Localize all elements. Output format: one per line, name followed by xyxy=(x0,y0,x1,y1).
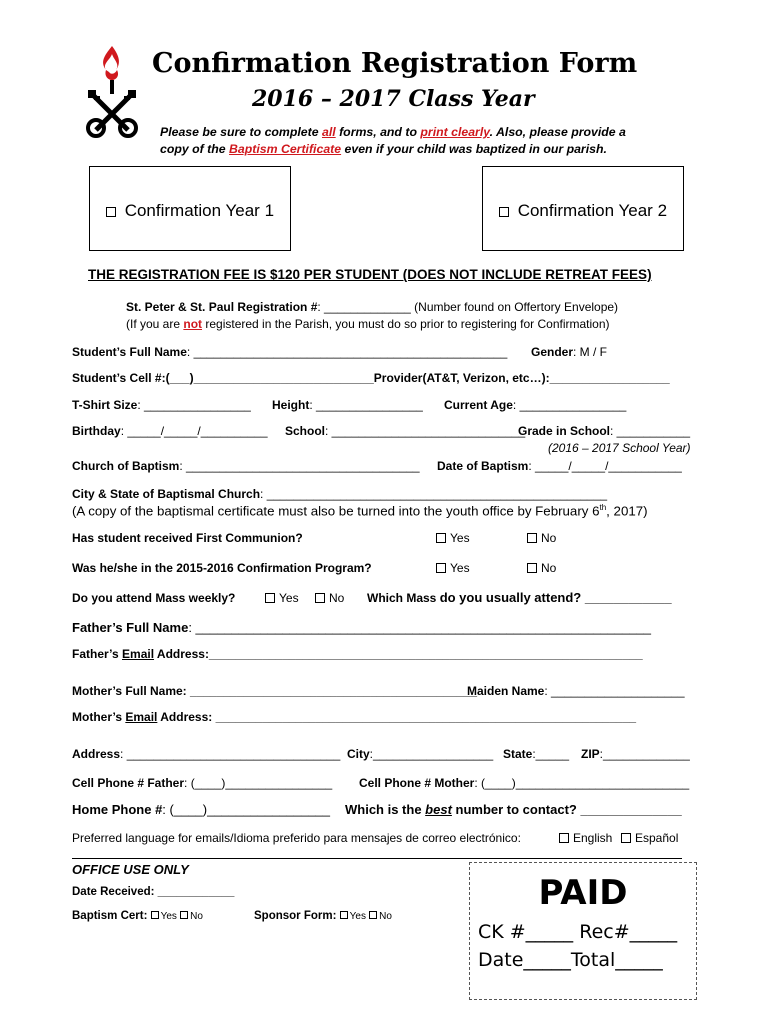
student-name-field[interactable]: Student’s Full Name: _______________________________________________ xyxy=(72,345,508,359)
previous-program-yes[interactable]: Yes xyxy=(436,561,470,575)
gender-field[interactable]: Gender: M / F xyxy=(531,345,608,359)
city-field[interactable]: City:__________________ xyxy=(347,747,494,761)
grade-field[interactable]: Grade in School: ___________ xyxy=(518,424,691,438)
parish-registration-note: (If you are not registered in the Parish, you must do so prior to registering for Confirmation) xyxy=(126,317,610,331)
checkbox-icon[interactable] xyxy=(436,563,446,573)
which-mass-field[interactable]: Which Mass do you usually attend? ____________ xyxy=(367,590,672,605)
mother-email-field[interactable]: Mother’s Email Address: _______________________________________________________________ xyxy=(72,710,637,724)
checkbox-icon[interactable] xyxy=(559,833,569,843)
current-age-field[interactable]: Current Age: ________________ xyxy=(444,398,627,412)
checkbox-year-2[interactable] xyxy=(499,207,509,217)
home-phone-field[interactable]: Home Phone #: (____)_________________ xyxy=(72,802,331,817)
first-communion-yes[interactable]: Yes xyxy=(436,531,470,545)
checkbox-icon[interactable] xyxy=(369,911,377,919)
baptism-copy-note: (A copy of the baptismal certificate must also be turned into the youth office by February 6th, 2017) xyxy=(72,503,648,519)
father-name-field[interactable]: Father’s Full Name: _______________________________________________________________ xyxy=(72,620,652,635)
language-espanol-option[interactable]: Español xyxy=(621,831,678,845)
language-english-option[interactable]: English xyxy=(559,831,612,845)
first-communion-question: Has student received First Communion? xyxy=(72,531,303,545)
birthday-field[interactable]: Birthday: _____/_____/__________ xyxy=(72,424,268,438)
checkbox-icon[interactable] xyxy=(527,533,537,543)
mass-weekly-yes[interactable]: Yes xyxy=(265,591,299,605)
sponsor-form-field[interactable]: Sponsor Form: Yes No xyxy=(254,910,392,922)
checkbox-icon[interactable] xyxy=(315,593,325,603)
checkbox-icon[interactable] xyxy=(436,533,446,543)
first-communion-no[interactable]: No xyxy=(527,531,556,545)
height-field[interactable]: Height: ________________ xyxy=(272,398,423,412)
grade-note: (2016 – 2017 School Year) xyxy=(548,441,691,455)
tshirt-size-field[interactable]: T-Shirt Size: ________________ xyxy=(72,398,251,412)
mother-name-field[interactable]: Mother’s Full Name: ___________________________________________ xyxy=(72,684,477,698)
checkbox-icon[interactable] xyxy=(340,911,348,919)
zip-field[interactable]: ZIP:_____________ xyxy=(581,747,690,761)
church-of-baptism-field[interactable]: Church of Baptism: ___________________________________ xyxy=(72,459,420,473)
student-cell-field[interactable]: Student’s Cell #:(___)___________________________Provider(AT&T, Verizon, etc…):__________________ xyxy=(72,371,670,385)
registration-fee-notice: THE REGISTRATION FEE IS $120 PER STUDENT (DOES NOT INCLUDE RETREAT FEES) xyxy=(88,267,652,282)
checkbox-icon[interactable] xyxy=(265,593,275,603)
father-email-field[interactable]: Father’s Email Address:_________________________________________________________________ xyxy=(72,647,643,661)
maiden-name-field[interactable]: Maiden Name: ____________________ xyxy=(467,684,685,698)
city-state-baptism-field[interactable]: City & State of Baptismal Church: ___________________________________________________ xyxy=(72,487,608,501)
office-use-heading: OFFICE USE ONLY xyxy=(72,862,189,877)
mass-weekly-no[interactable]: No xyxy=(315,591,344,605)
instructions-line-2: copy of the Baptism Certificate even if your child was baptized in our parish. xyxy=(160,142,607,156)
checkbox-icon[interactable] xyxy=(180,911,188,919)
best-number-field[interactable]: Which is the best number to contact? ______________ xyxy=(345,802,682,817)
paid-label: PAID xyxy=(538,873,628,913)
date-total-line[interactable]: Date_____Total_____ xyxy=(478,949,663,971)
mass-weekly-question: Do you attend Mass weekly? xyxy=(72,591,236,605)
state-field[interactable]: State:_____ xyxy=(503,747,570,761)
date-received-field[interactable]: Date Received: ____________ xyxy=(72,886,235,898)
address-field[interactable]: Address: ________________________________ xyxy=(72,747,341,761)
baptism-cert-field[interactable]: Baptism Cert: Yes No xyxy=(72,910,203,922)
checkbox-icon[interactable] xyxy=(527,563,537,573)
preferred-language-field: Preferred language for emails/Idioma preferido para mensajes de correo electrónico: xyxy=(72,831,521,845)
confirmation-year-1-option[interactable]: Confirmation Year 1 xyxy=(89,166,291,251)
check-receipt-line[interactable]: CK #_____ Rec#_____ xyxy=(478,921,678,943)
cell-father-field[interactable]: Cell Phone # Father: (____)________________ xyxy=(72,776,333,790)
crossed-keys-flame-icon xyxy=(84,44,140,138)
date-of-baptism-field[interactable]: Date of Baptism: _____/_____/___________ xyxy=(437,459,682,473)
office-divider xyxy=(72,858,682,859)
previous-program-question: Was he/she in the 2015-2016 Confirmation Program? xyxy=(72,561,372,575)
checkbox-year-1[interactable] xyxy=(106,207,116,217)
checkbox-icon[interactable] xyxy=(151,911,159,919)
page-title: Confirmation Registration Form xyxy=(152,48,638,79)
cell-mother-field[interactable]: Cell Phone # Mother: (____)__________________________ xyxy=(359,776,690,790)
confirmation-year-2-option[interactable]: Confirmation Year 2 xyxy=(482,166,684,251)
paid-box xyxy=(469,862,697,1000)
page-subtitle: 2016 – 2017 Class Year xyxy=(252,86,535,112)
checkbox-icon[interactable] xyxy=(621,833,631,843)
school-field[interactable]: School: _____________________________ xyxy=(285,424,526,438)
previous-program-no[interactable]: No xyxy=(527,561,556,575)
instructions-line-1: Please be sure to complete all forms, and to print clearly. Also, please provide a xyxy=(160,125,626,139)
parish-registration-field[interactable]: St. Peter & St. Paul Registration #: _____________ (Number found on Offertory Envelope) xyxy=(126,300,619,314)
